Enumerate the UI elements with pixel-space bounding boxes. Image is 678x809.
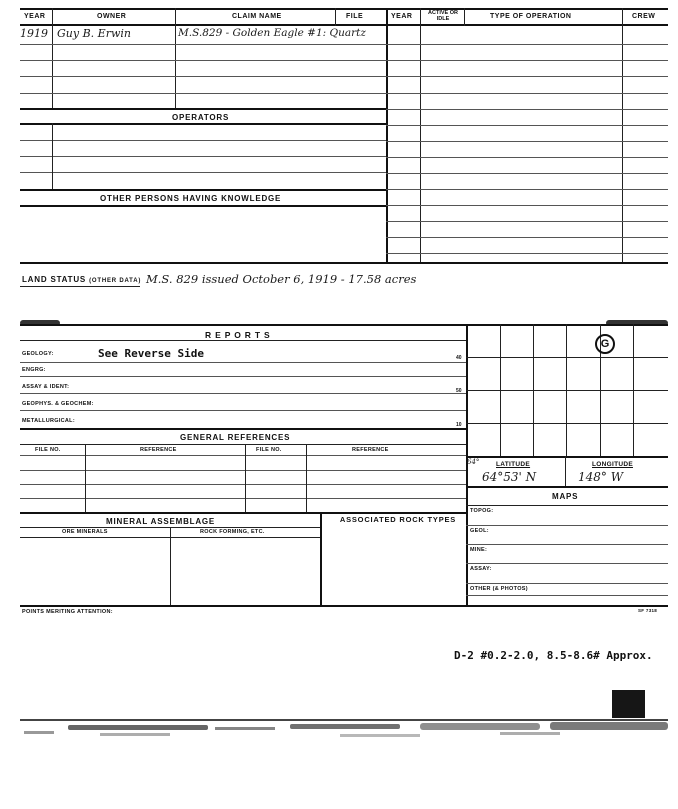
report-metallurgical-num: 10 [456, 422, 462, 428]
maps-title: MAPS [552, 492, 579, 501]
maps-topog-label: TOPOG: [470, 508, 494, 514]
general-references-title: GENERAL REFERENCES [180, 433, 291, 442]
longitude-label: LONGITUDE [592, 461, 633, 468]
land-status-label: LAND STATUS [22, 275, 87, 284]
type-of-operation-header: TYPE OF OPERATION [490, 13, 572, 20]
points-label: POINTS MERITING ATTENTION: [22, 609, 113, 615]
activity-year-header: YEAR [391, 13, 413, 20]
maps-assay-label: ASSAY: [470, 566, 492, 572]
quadrangle-circle [595, 334, 615, 354]
owner-entry-claim: M.S.829 - Golden Eagle #1: Quartz [178, 27, 366, 39]
report-engrg-label: ENGRG: [22, 367, 46, 373]
gr-reference-header-1: REFERENCE [140, 447, 177, 453]
file-header: FILE [346, 13, 364, 20]
latitude-label: LATITUDE [496, 461, 531, 468]
ore-minerals-header: ORE MINERALS [62, 529, 108, 535]
operators-title: OPERATORS [172, 113, 230, 122]
latitude-prefix: 64° [467, 458, 480, 466]
land-status-sublabel: (OTHER DATA) [89, 278, 142, 284]
dark-mark [612, 690, 645, 718]
longitude-value: 148° W [578, 470, 624, 484]
gr-file-no-header-1: FILE NO. [35, 447, 61, 453]
mineral-assemblage-title: MINERAL ASSEMBLAGE [106, 517, 216, 526]
reports-title: R E P O R T S [205, 330, 271, 340]
maps-other-label: OTHER (& PHOTOS) [470, 586, 528, 592]
active-idle-header: ACTIVE OR IDLE [428, 10, 458, 22]
latitude-value: 64°53' N [482, 470, 537, 484]
land-status-value: M.S. 829 issued October 6, 1919 - 17.58 acres [146, 272, 417, 286]
report-assay-num: 50 [456, 388, 462, 394]
report-geophys-label: GEOPHYS. & GEOCHEM: [22, 401, 94, 407]
report-metallurgical-label: METALLURGICAL: [22, 418, 75, 424]
claim-name-header: CLAIM NAME [232, 13, 282, 20]
quadrangle-letter: G [600, 338, 610, 350]
other-persons-title: OTHER PERSONS HAVING KNOWLEDGE [100, 194, 282, 203]
points-value: D-2 #0.2-2.0, 8.5-8.6# Approx. [454, 649, 653, 662]
rock-forming-header: ROCK FORMING, ETC. [200, 529, 265, 535]
form-number: SF 7318 [638, 608, 658, 613]
gr-file-no-header-2: FILE NO. [256, 447, 282, 453]
report-geology-num: 40 [456, 355, 462, 361]
maps-geol-label: GEOL: [470, 528, 489, 534]
report-geology-value: See Reverse Side [98, 347, 204, 360]
report-geology-label: GEOLOGY: [22, 351, 54, 357]
year-header: YEAR [24, 13, 46, 20]
report-assay-label: ASSAY & IDENT: [22, 384, 70, 390]
crew-header: CREW [632, 13, 656, 20]
owner-entry-year: 1919 [20, 27, 48, 40]
owner-entry-name: Guy B. Erwin [57, 27, 131, 40]
owner-header: OWNER [97, 13, 127, 20]
associated-rock-types-header: ASSOCIATED ROCK TYPES [339, 515, 457, 524]
maps-mine-label: MINE: [470, 547, 488, 553]
gr-reference-header-2: REFERENCE [352, 447, 389, 453]
